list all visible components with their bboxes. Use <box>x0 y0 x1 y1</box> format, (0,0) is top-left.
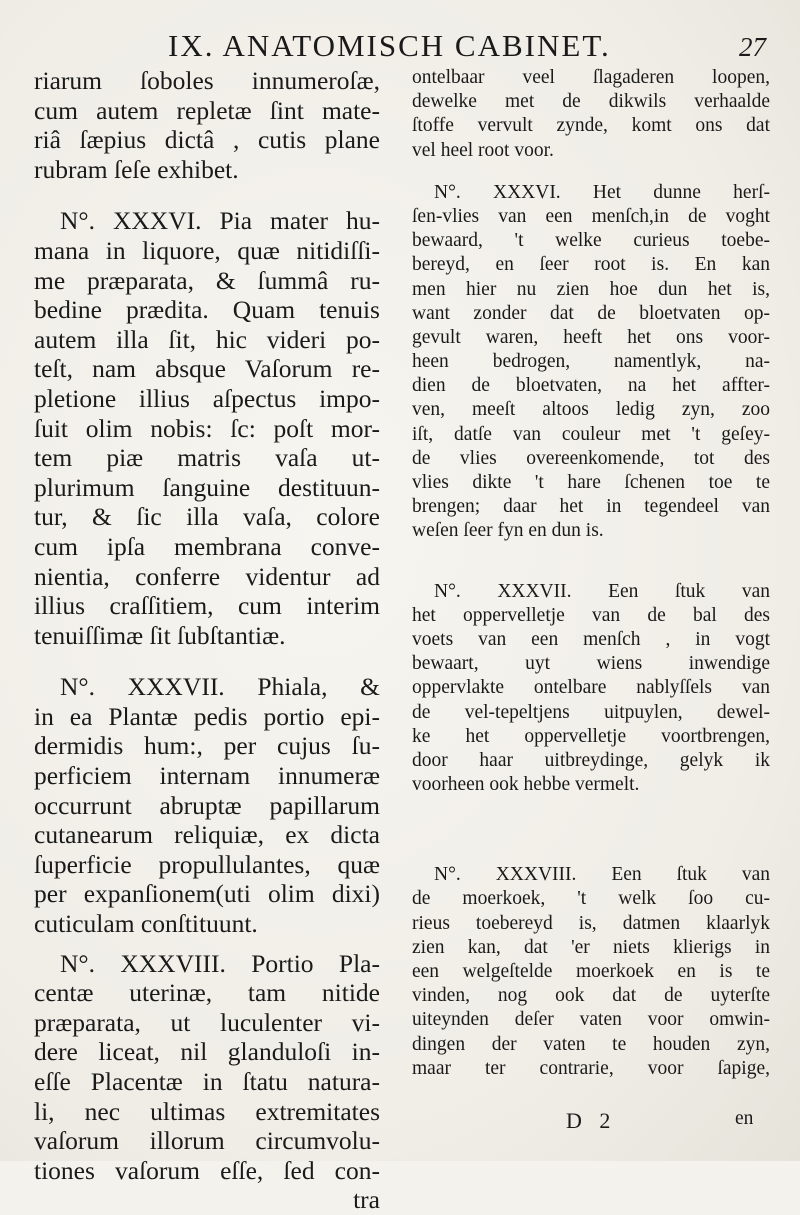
text-line: autem illa ſit, hic videri po- <box>34 324 380 354</box>
text-line: ke het oppervelletje voortbrengen, <box>412 725 770 747</box>
text-line: voets van een menſch , in vogt <box>412 628 770 650</box>
text-line: pletione illius aſpectus impo- <box>34 383 380 413</box>
dutch-paragraph <box>412 66 770 163</box>
header-title: IX. ANATOMISCH CABINET. <box>168 28 611 63</box>
latin-entry-37 <box>34 672 380 938</box>
text-line: ſuperficie propullulantes, quæ <box>34 849 380 879</box>
text-line: ontelbaar veel ſlagaderen loopen, <box>412 67 770 88</box>
text-line: vaſorum illorum circumvolu- <box>34 1126 380 1156</box>
text-line: de vel-tepeltjens uitpuylen, dewel- <box>412 701 770 723</box>
text-line: bewaard, 't welke curieus toebe- <box>412 230 770 252</box>
text-line: rubram ſeſe exhibet. <box>34 154 239 184</box>
text-line: mana in liquore, quæ nitidiſſi- <box>34 235 380 265</box>
text-line: dien de bloetvaten, na het affter- <box>412 375 770 397</box>
text-line: tiones vaſorum eſſe, ſed con- <box>34 1155 380 1185</box>
text-line: gevult waren, heeft het ons voor- <box>412 326 770 348</box>
latin-column <box>34 66 380 1215</box>
text-line: riarum ſoboles innumeroſæ, <box>34 66 380 95</box>
text-line: dere liceat, nil glanduloſi in- <box>34 1037 380 1067</box>
latin-entry-36 <box>34 206 380 650</box>
text-line: cuticulam conſtituunt. <box>34 909 258 939</box>
text-line: bewaart, uyt wiens inwendige <box>412 653 770 675</box>
text-line: uiteynden deſer vaten voor omwin- <box>412 1009 770 1031</box>
text-line: men hier nu zien hoe dun het is, <box>412 278 770 300</box>
text-line: ſtoffe vervult zynde, komt ons dat <box>412 115 770 137</box>
text-line: weſen ſeer fyn en dun is. <box>412 520 604 542</box>
text-line: het oppervelletje van de bal des <box>412 604 770 626</box>
entry-heading-line: N°. XXXVI. Pia mater hu- <box>60 206 380 236</box>
dutch-column <box>412 66 770 1081</box>
text-line: de moerkoek, 't welk ſoo cu- <box>412 888 770 910</box>
text-line: ſen-vlies van een menſch,in de voght <box>412 205 770 227</box>
text-line: me præparata, & ſummâ ru- <box>34 265 380 295</box>
dutch-entry-37 <box>412 580 770 798</box>
text-line: vel heel root voor. <box>412 139 554 161</box>
entry-heading-line: N°. XXXVIII. Portio Pla- <box>60 948 380 978</box>
text-line: perficiem internam innumeræ <box>34 761 380 791</box>
text-line: vlies dikte 't hare ſchenen toe te <box>412 472 770 493</box>
text-line: voorheen ook hebbe vermelt. <box>412 774 640 796</box>
text-line: oppervlakte ontelbare nablyſſels van <box>412 677 770 699</box>
text-line: bedine prædita. Quam tenuis <box>34 295 380 325</box>
running-header <box>0 28 800 68</box>
text-line: tenuiſſimæ ſit ſubſtantiæ. <box>34 620 286 650</box>
text-line: occurrunt abruptæ papillarum <box>34 790 380 820</box>
text-line: ven, meeſt altoos ledig zyn, zoo <box>412 399 770 421</box>
text-line: maar ter contrarie, voor ſapige, <box>412 1057 770 1079</box>
text-line: cum autem repletæ ſint mate- <box>34 95 380 125</box>
text-line: vinden, nog ook dat de uyterſte <box>412 985 770 1007</box>
text-line: centæ uterinæ, tam nitide <box>34 978 380 1008</box>
text-line: dewelke met de dikwils verhaalde <box>412 91 770 113</box>
entry-heading-line: N°. XXXVII. Phiala, & <box>60 672 380 702</box>
text-line: teſt, nam absque Vaſorum re- <box>34 354 380 384</box>
page-number: 27 <box>739 32 766 62</box>
catchword: en <box>735 1108 754 1129</box>
text-line: want zonder dat de bloetvaten op- <box>412 302 770 324</box>
dutch-entry-38 <box>412 863 770 1081</box>
text-line: eſſe Placentæ in ſtatu natura- <box>34 1067 380 1096</box>
text-line: nientia, conferre videntur ad <box>34 561 380 591</box>
entry-heading-line: N°. XXXVIII. Een ſtuk van <box>434 864 770 886</box>
text-line: heen bedrogen, namentlyk, na- <box>412 351 770 373</box>
text-line: plurimum ſanguine destituun- <box>34 472 380 502</box>
text-line: cum ipſa membrana conve- <box>34 531 380 561</box>
text-line: een welgeſtelde moerkoek en is te <box>412 961 770 982</box>
text-line: brengen; daar het in tegendeel van <box>412 496 770 518</box>
text-line: zien kan, dat 'er niets klierigs in <box>412 936 770 958</box>
text-line: dingen der vaten te houden zyn, <box>412 1033 770 1055</box>
catchword: tra <box>353 1185 380 1215</box>
text-line: rieus toebereyd is, datmen klaarlyk <box>412 912 770 934</box>
signature-mark: D 2 <box>566 1108 617 1133</box>
text-line: li, nec ultimas extremitates <box>34 1096 380 1126</box>
entry-heading-line: N°. XXXVI. Het dunne herſ- <box>434 181 770 203</box>
text-line: tur, & ſic illa vaſa, colore <box>34 502 380 532</box>
text-line: præparata, ut luculenter vi- <box>34 1007 380 1037</box>
latin-entry-38 <box>34 949 380 1215</box>
latin-paragraph <box>34 66 380 184</box>
dutch-entry-36 <box>412 181 770 544</box>
text-line: de vlies overeenkomende, tot des <box>412 447 770 469</box>
text-line: in ea Plantæ pedis portio epi- <box>34 701 380 731</box>
text-line: riâ ſæpius dictâ , cutis plane <box>34 125 380 155</box>
text-line: iſt, datſe van couleur met 't geſey- <box>412 423 770 445</box>
text-line: door haar uitbreydinge, gelyk ik <box>412 749 770 771</box>
text-line: ſuit olim nobis: ſc: poſt mor- <box>34 413 380 443</box>
entry-heading-line: N°. XXXVII. Een ſtuk van <box>434 580 770 602</box>
text-line: cutanearum reliquiæ, ex dicta <box>34 820 380 850</box>
text-line: per expanſionem(uti olim dixi) <box>34 879 380 909</box>
text-line: bereyd, en ſeer root is. En kan <box>412 254 770 276</box>
text-line: illius craſſitiem, cum interim <box>34 591 380 621</box>
text-line: dermidis hum:, per cujus ſu- <box>34 731 380 761</box>
text-line: tem piæ matris vaſa ut- <box>34 443 380 473</box>
